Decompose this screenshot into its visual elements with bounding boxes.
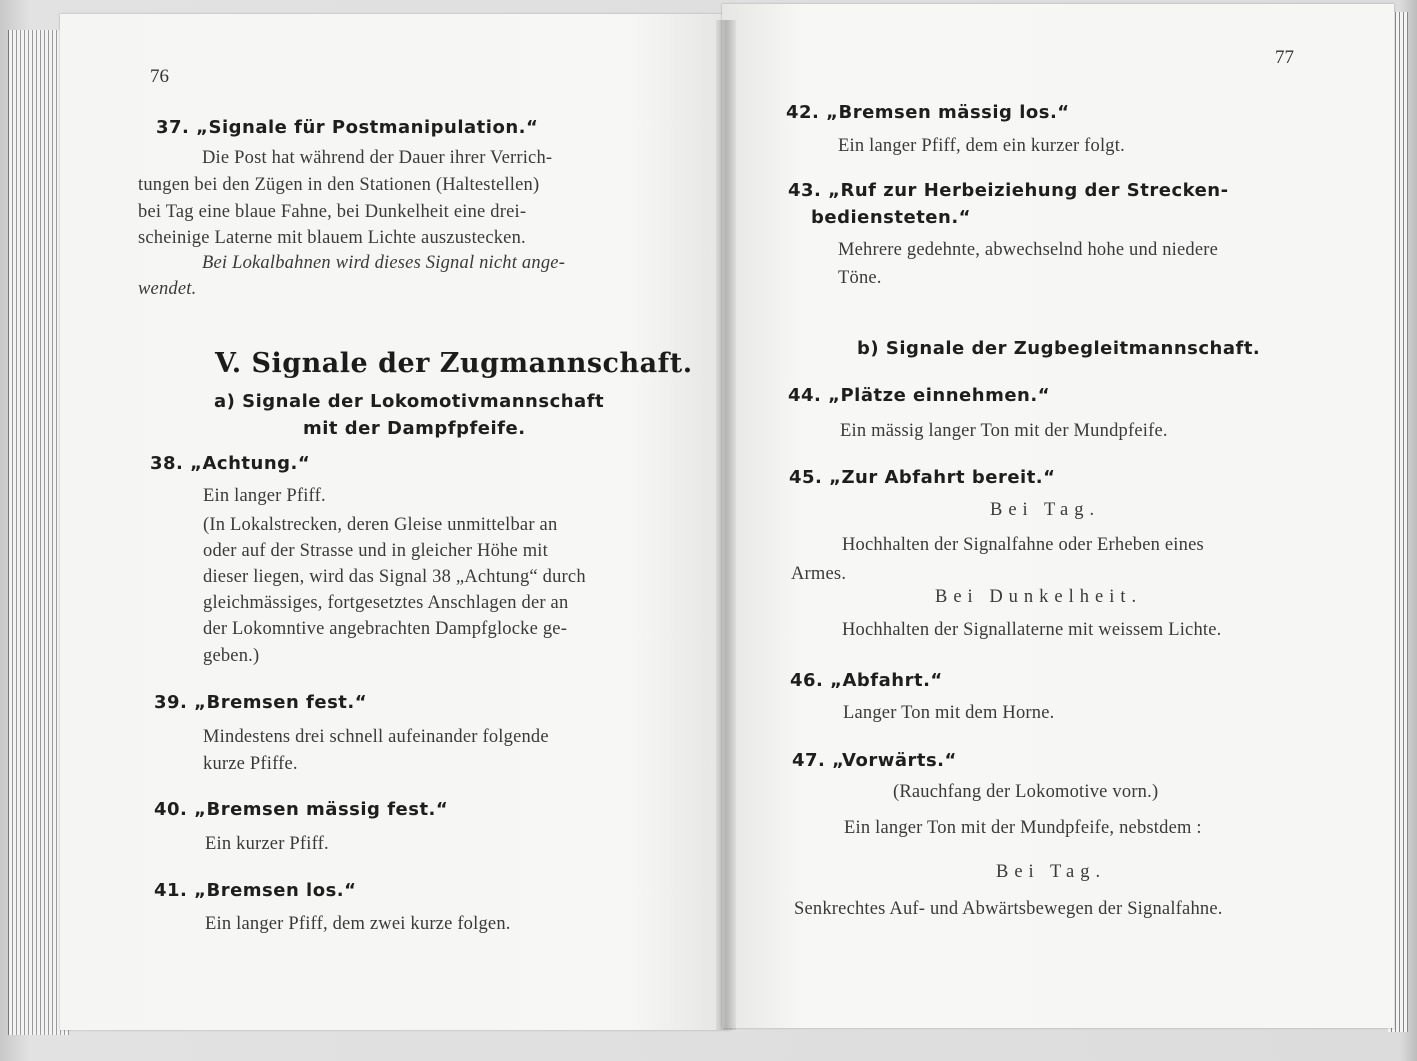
section-39-line-2: kurze Pfiffe.	[203, 754, 298, 774]
section-45-by-day: Bei Tag.	[990, 500, 1101, 520]
section-37-line-4: scheinige Laterne mit blauem Lichte auszustecken.	[138, 228, 526, 248]
section-47-by-day: Bei Tag.	[996, 862, 1107, 882]
section-37-italic-2: wendet.	[138, 279, 197, 299]
section-46-heading: 46. „Abfahrt.“	[790, 670, 943, 691]
section-38-note-1: (In Lokalstrecken, deren Gleise unmittelbar an	[203, 515, 558, 535]
section-38-note-6: geben.)	[203, 646, 260, 666]
section-38-line-1: Ein langer Pfiff.	[203, 486, 326, 506]
section-46-line-1: Langer Ton mit dem Horne.	[843, 703, 1055, 723]
section-38-note-2: oder auf der Strasse und in gleicher Höhe mit	[203, 541, 548, 561]
subsection-a-line-1: a) Signale der Lokomotivmannschaft	[214, 391, 605, 412]
section-43-line-1: Mehrere gedehnte, abwechselnd hohe und niedere	[838, 240, 1219, 260]
section-43-line-2: Töne.	[838, 268, 882, 288]
section-39-line-1: Mindestens drei schnell aufeinander folgende	[203, 727, 549, 747]
section-45-day-line-2: Armes.	[791, 564, 847, 584]
subsection-b-heading: b) Signale der Zugbegleitmannschaft.	[857, 338, 1261, 359]
section-41-line-1: Ein langer Pfiff, dem zwei kurze folgen.	[205, 914, 511, 934]
section-47-note: (Rauchfang der Lokomotive vorn.)	[893, 782, 1159, 802]
section-38-note-4: gleichmässiges, fortgesetztes Anschlagen der an	[203, 593, 569, 613]
section-40-heading: 40. „Bremsen mässig fest.“	[154, 799, 449, 820]
section-42-heading: 42. „Bremsen mässig los.“	[786, 102, 1070, 123]
section-39-heading: 39. „Bremsen fest.“	[154, 692, 368, 713]
section-47-heading: 47. „Vorwärts.“	[792, 750, 957, 771]
section-37-line-3: bei Tag eine blaue Fahne, bei Dunkelheit eine drei-	[138, 202, 527, 222]
section-44-line-1: Ein mässig langer Ton mit der Mundpfeife.	[840, 421, 1168, 441]
section-37-heading: 37. „Signale für Postmanipulation.“	[156, 117, 539, 138]
section-47-day-line-1: Senkrechtes Auf- und Abwärtsbewegen der Signalfahne.	[794, 899, 1223, 919]
section-37-italic-1: Bei Lokalbahnen wird dieses Signal nicht ange-	[202, 253, 566, 273]
section-45-day-line-1: Hochhalten der Signalfahne oder Erheben eines	[842, 535, 1204, 555]
section-40-line-1: Ein kurzer Pfiff.	[205, 834, 329, 854]
section-38-heading: 38. „Achtung.“	[150, 453, 311, 474]
book-gutter	[716, 20, 736, 1030]
section-42-line-1: Ein langer Pfiff, dem ein kurzer folgt.	[838, 136, 1125, 156]
section-43-heading-1: 43. „Ruf zur Herbeiziehung der Strecken-	[788, 180, 1229, 201]
section-37-line-2: tungen bei den Zügen in den Stationen (Haltestellen)	[138, 175, 540, 195]
section-37-line-1: Die Post hat während der Dauer ihrer Verrich-	[202, 148, 553, 168]
section-43-heading-2: bediensteten.“	[811, 207, 971, 228]
chapter-title: V. Signale der Zugmannschaft.	[215, 348, 693, 379]
section-38-note-5: der Lokomntive angebrachten Dampfglocke ge-	[203, 619, 568, 639]
section-45-by-night: Bei Dunkelheit.	[935, 587, 1143, 607]
page-number-left: 76	[150, 66, 169, 87]
section-41-heading: 41. „Bremsen los.“	[154, 880, 357, 901]
section-45-heading: 45. „Zur Abfahrt bereit.“	[789, 467, 1056, 488]
page-number-right: 77	[1275, 47, 1294, 68]
section-45-night-line-1: Hochhalten der Signallaterne mit weissem Lichte.	[842, 620, 1222, 640]
subsection-a-line-2: mit der Dampfpfeife.	[303, 418, 526, 439]
section-47-line-1: Ein langer Ton mit der Mundpfeife, nebstdem :	[844, 818, 1202, 838]
section-44-heading: 44. „Plätze einnehmen.“	[788, 385, 1051, 406]
section-38-note-3: dieser liegen, wird das Signal 38 „Achtung“ durch	[203, 567, 586, 587]
